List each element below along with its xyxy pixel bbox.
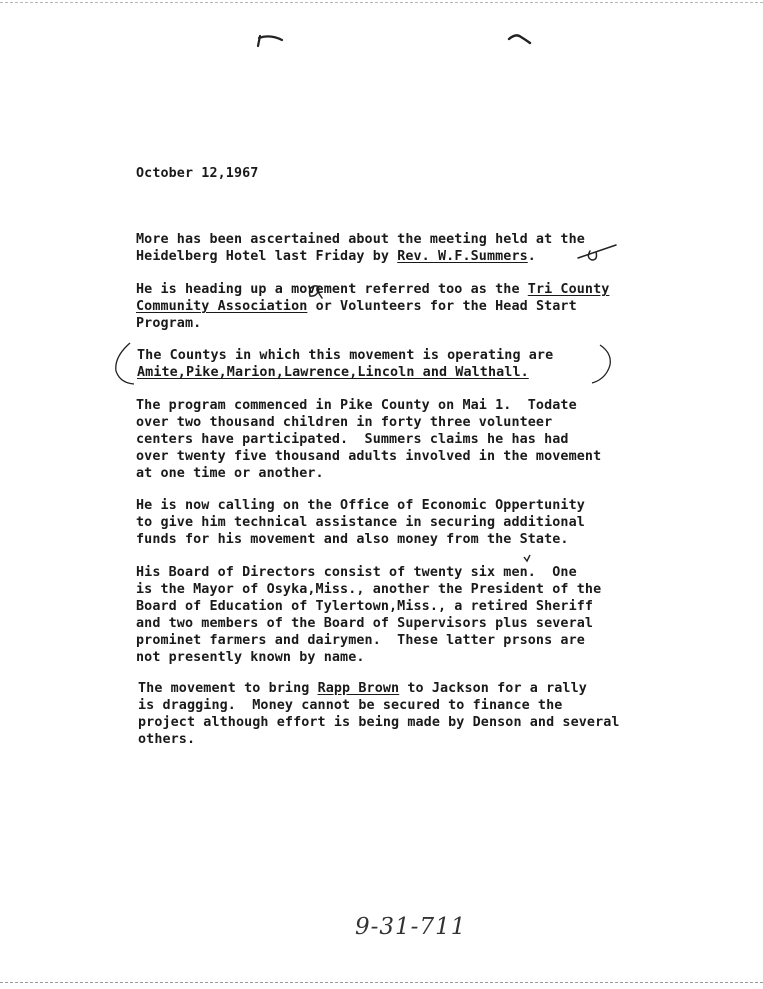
underlined-name-summers: Rev. W.F.Summers	[397, 249, 528, 264]
paragraph-6-line-4: and two members of the Board of Supervisors plus several	[136, 616, 594, 631]
scan-edge-bottom	[0, 982, 763, 983]
paragraph-3-line-2: Amite,Pike,Marion,Lawrence,Lincoln and Walthall.	[137, 365, 529, 380]
handwritten-correction-mark	[306, 282, 324, 300]
underlined-rapp-brown: Rapp Brown	[317, 681, 400, 696]
paragraph-7-line-1: The movement to bring Rapp Brown to Jackson for a rally	[138, 681, 587, 696]
paragraph-5-line-1: He is now calling on the Office of Economic Oppertunity	[136, 498, 585, 513]
paragraph-5-line-3: funds for his movement and also money from the State.	[136, 532, 569, 547]
paragraph-4-line-2: over two thousand children in forty three volunteer	[136, 415, 553, 430]
paragraph-7-line-2: is dragging. Money cannot be secured to finance the	[138, 698, 563, 713]
paragraph-3-line-1: The Countys in which this movement is operating are	[137, 348, 554, 363]
paragraph-7-line-3: project although effort is being made by Denson and several	[138, 715, 620, 730]
paragraph-2-line-2: Community Association or Volunteers for the Head Start	[136, 299, 577, 314]
paragraph-6-line-2: is the Mayor of Osyka,Miss., another the President of the	[136, 582, 602, 597]
paragraph-6-line-6: not presently known by name.	[136, 650, 365, 665]
scan-edge-top	[0, 2, 763, 3]
paragraph-7-line-4: others.	[138, 732, 196, 747]
paragraph-6-line-5: prominet farmers and dairymen. These latter prsons are	[136, 633, 585, 648]
handwritten-mark-left	[252, 30, 286, 48]
handwritten-tick-mark	[522, 553, 532, 563]
paragraph-1-line-1: More has been ascertained about the meeting held at the	[136, 232, 585, 247]
paragraph-6-line-1: His Board of Directors consist of twenty six men. One	[136, 565, 577, 580]
paragraph-1-line-2: Heidelberg Hotel last Friday by Rev. W.F.Summers.	[136, 249, 536, 264]
handwritten-mark-right	[506, 32, 532, 46]
underlined-tri-county: Tri County	[527, 282, 610, 297]
paragraph-5-line-2: to give him technical assistance in securing additional	[136, 515, 585, 530]
handwritten-file-number: 9-31-711	[355, 914, 467, 940]
paragraph-4-line-3: centers have participated. Summers claims he has had	[136, 432, 569, 447]
paragraph-4-line-4: over twenty five thousand adults involved in the movement	[136, 449, 602, 464]
letter-date: October 12,1967	[136, 166, 259, 181]
handwritten-annotation-mark	[576, 242, 620, 264]
underlined-community-association: Community Association	[136, 299, 308, 314]
paragraph-2-line-3: Program.	[136, 316, 202, 331]
paragraph-4-line-1: The program commenced in Pike County on Mai 1. Todate	[136, 398, 577, 413]
paragraph-6-line-3: Board of Education of Tylertown,Miss., a retired Sheriff	[136, 599, 594, 614]
paragraph-4-line-5: at one time or another.	[136, 466, 324, 481]
paragraph-2-line-1: He is heading up a movement referred too as the Tri County	[136, 282, 610, 297]
